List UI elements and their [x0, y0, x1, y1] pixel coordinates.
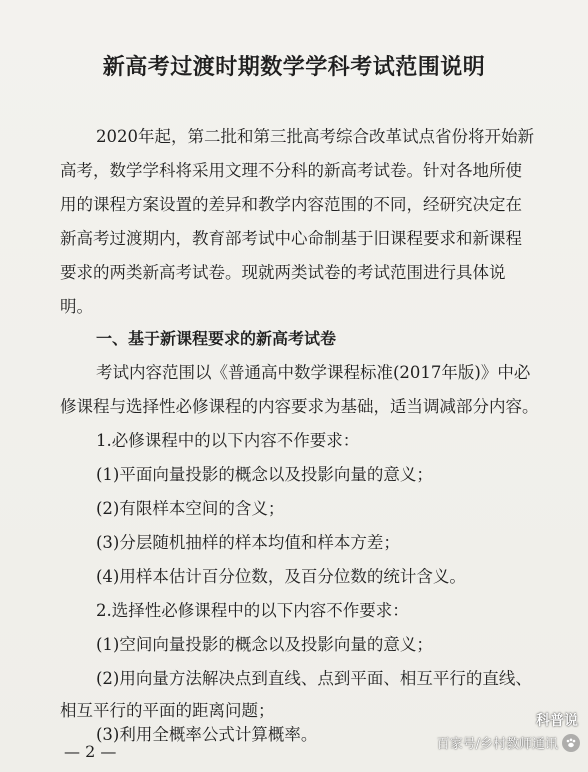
watermark-source: 百家号/乡村教师通讯	[436, 737, 558, 752]
required-item-3: (3)分层随机抽样的样本均值和样本方差；	[96, 533, 400, 552]
intro-line-3: 用的课程方案设置的差异和教学内容范围的不同，经研究决定在	[60, 195, 522, 214]
intro-line-2: 高考，数学学科将采用文理不分科的新高考试卷。针对各地所使	[60, 161, 522, 180]
watermark-brand-text: 科普说	[536, 713, 578, 729]
elective-item-2-cont: 相互平行的平面的距离问题；	[60, 701, 275, 720]
required-item-2: (2)有限样本空间的含义；	[96, 499, 285, 518]
elective-heading: 2.选择性必修课程中的以下内容不作要求：	[96, 601, 409, 620]
section-heading: 一、基于新课程要求的新高考试卷	[96, 329, 337, 348]
watermark	[437, 733, 580, 752]
paw-icon	[562, 734, 580, 752]
required-item-4: (4)用样本估计百分位数，及百分位数的统计含义。	[96, 567, 466, 586]
document-title: 新高考过渡时期数学学科考试范围说明	[102, 54, 486, 80]
page-number: — 2 —	[64, 742, 117, 761]
section-intro-line-1: 考试内容范围以《普通高中数学课程标准(2017年版)》中必	[96, 363, 531, 382]
intro-line-4: 新高考过渡期内，教育部考试中心命制基于旧课程要求和新课程	[60, 229, 522, 248]
watermark-brand	[536, 710, 578, 730]
elective-item-3: (3)利用全概率公式计算概率。	[96, 725, 318, 744]
intro-line-5: 要求的两类新高考试卷。现就两类试卷的考试范围进行具体说	[60, 263, 506, 282]
required-item-1: (1)平面向量投影的概念以及投影向量的意义；	[96, 465, 433, 484]
section-intro-line-2: 修课程与选择性必修课程的内容要求为基础，适当调减部分内容。	[60, 397, 539, 416]
required-heading: 1.必修课程中的以下内容不作要求：	[96, 431, 360, 450]
elective-item-2: (2)用向量方法解决点到直线、点到平面、相互平行的直线、	[96, 669, 532, 688]
elective-item-1: (1)空间向量投影的概念以及投影向量的意义；	[96, 635, 433, 654]
intro-line-6: 明。	[60, 297, 93, 316]
intro-line-1: 2020年起，第二批和第三批高考综合改革试点省份将开始新	[96, 127, 534, 146]
